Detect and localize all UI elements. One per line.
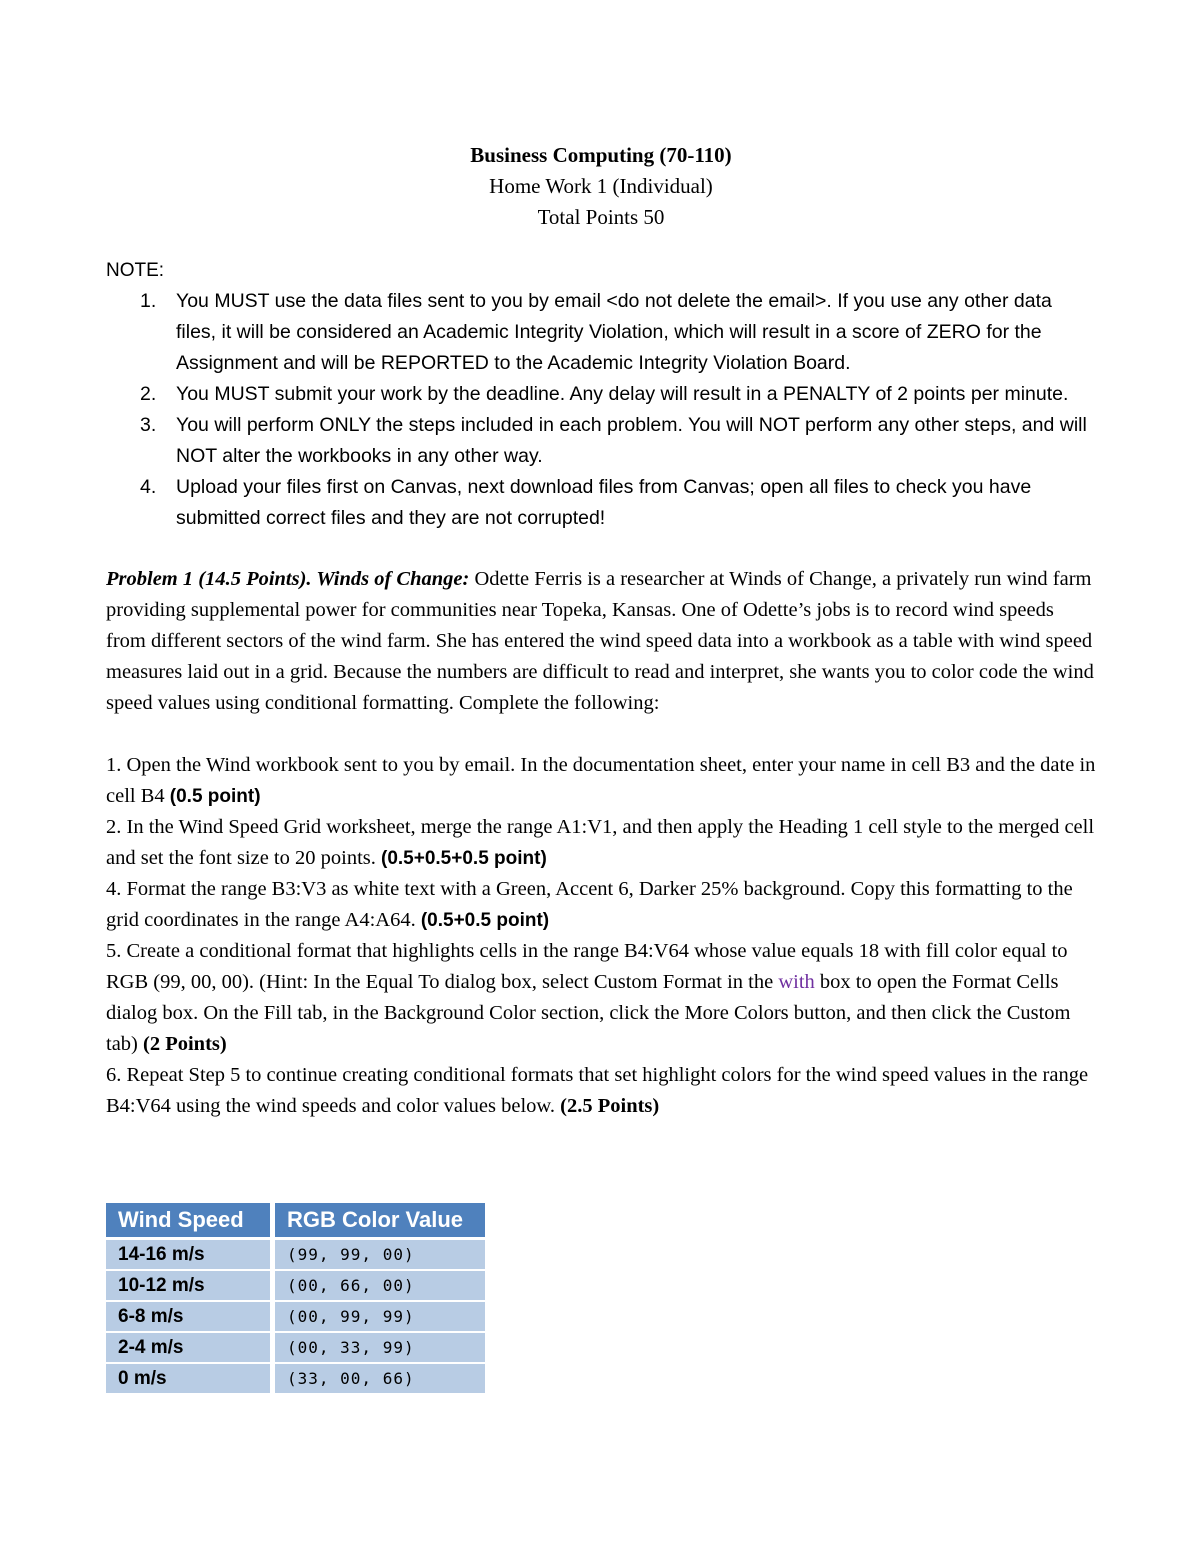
note-text: You MUST submit your work by the deadline. Any delay will result in a PENALTY of 2 points per minute. (176, 383, 1069, 405)
assignment-subtitle: Home Work 1 (Individual) (489, 174, 713, 198)
wind-speed-cell: 14-16 m/s (106, 1240, 275, 1271)
step-points: (0.5+0.5 point) (420, 910, 550, 931)
document-page (106, 140, 1096, 1122)
step-6 (106, 1060, 1096, 1122)
rgb-value-cell: (00, 99, 99) (275, 1302, 485, 1333)
document-header (106, 140, 1096, 233)
table-row (106, 1364, 485, 1395)
note-number: 4. (140, 476, 157, 498)
step-4 (106, 874, 1096, 936)
step-2 (106, 812, 1096, 874)
note-list (106, 286, 1096, 534)
note-text: Upload your files first on Canvas, next download files from Canvas; open all files to check you have submitted correct files and they are not corrupted! (176, 476, 1032, 529)
note-text: You MUST use the data files sent to you by email <do not delete the email>. If you use any other data files, it will be considered an Academic Integrity Violation, which will result in a score of ZERO for the Assignment and will be REPORTED to the Academic Integrity Violation Board. (176, 290, 1052, 374)
table-row (106, 1302, 485, 1333)
note-item (106, 410, 1096, 472)
note-number: 2. (140, 383, 157, 405)
step-1 (106, 750, 1096, 812)
rgb-value-cell: (00, 33, 99) (275, 1333, 485, 1364)
table-row (106, 1333, 485, 1364)
step-text: box to open the Format Cells dialog box. On the Fill tab, in the Background Color section, click the More Colors button, and then click the Custom tab) (106, 971, 1071, 1055)
rgb-value-cell: (00, 66, 00) (275, 1271, 485, 1302)
step-highlight-word: with (778, 971, 815, 993)
course-title: Business Computing (70-110) (470, 143, 732, 167)
step-text: 2. In the Wind Speed Grid worksheet, merge the range A1:V1, and then apply the Heading 1 cell style to the merged cell and set the font size to 20 points. (106, 816, 1095, 869)
column-header-rgb-color: RGB Color Value (275, 1203, 485, 1240)
wind-color-table (106, 1203, 485, 1395)
problem-description (106, 564, 1096, 719)
step-points: (0.5 point) (169, 786, 261, 807)
note-item (106, 379, 1096, 410)
column-header-wind-speed: Wind Speed (106, 1203, 275, 1240)
problem-body: Odette Ferris is a researcher at Winds of Change, a privately run wind farm providing supplemental power for communities near Topeka, Kansas. One of Odette’s jobs is to record wind speeds from different sectors of the wind farm. She has entered the wind speed data into a workbook as a table with wind speed measures laid out in a grid. Because the numbers are difficult to read and interpret, she wants you to color code the wind speed values using conditional formatting. Complete the following: (106, 568, 1094, 714)
step-text: 5. Create a conditional format that highlights cells in the range B4:V64 whose value equals 18 with fill color equal to RGB (99, 00, 00). (Hint: In the Equal To dialog box, select Custom Format in the (106, 940, 1068, 993)
note-number: 3. (140, 414, 157, 436)
table-header-row (106, 1203, 485, 1240)
wind-speed-cell: 10-12 m/s (106, 1271, 275, 1302)
steps-list (106, 750, 1096, 1122)
rgb-value-cell: (33, 00, 66) (275, 1364, 485, 1395)
step-text: 4. Format the range B3:V3 as white text with a Green, Accent 6, Darker 25% background. Copy this formatting to the grid coordinates in the range A4:A64. (106, 878, 1073, 931)
table-row (106, 1271, 485, 1302)
step-points: (2 Points) (143, 1033, 227, 1055)
wind-speed-cell: 6-8 m/s (106, 1302, 275, 1333)
step-points: (0.5+0.5+0.5 point) (381, 848, 547, 869)
rgb-value-cell: (99, 99, 00) (275, 1240, 485, 1271)
step-text: 1. Open the Wind workbook sent to you by email. In the documentation sheet, enter your name in cell B3 and the date in cell B4 (106, 754, 1096, 807)
note-label: NOTE: (106, 260, 165, 281)
step-5 (106, 936, 1096, 1060)
step-text: 6. Repeat Step 5 to continue creating conditional formats that set highlight colors for the wind speed values in the range B4:V64 using the wind speeds and color values below. (106, 1064, 1089, 1117)
note-item (106, 286, 1096, 379)
table-row (106, 1240, 485, 1271)
wind-speed-cell: 2-4 m/s (106, 1333, 275, 1364)
note-item (106, 472, 1096, 534)
problem-title: Problem 1 (14.5 Points). Winds of Change: (106, 568, 470, 590)
total-points: Total Points 50 (537, 205, 665, 229)
note-text: You will perform ONLY the steps included in each problem. You will NOT perform any other steps, and will NOT alter the workbooks in any other way. (176, 414, 1087, 467)
wind-speed-cell: 0 m/s (106, 1364, 275, 1395)
note-number: 1. (140, 290, 157, 312)
step-points: (2.5 Points) (560, 1095, 660, 1117)
